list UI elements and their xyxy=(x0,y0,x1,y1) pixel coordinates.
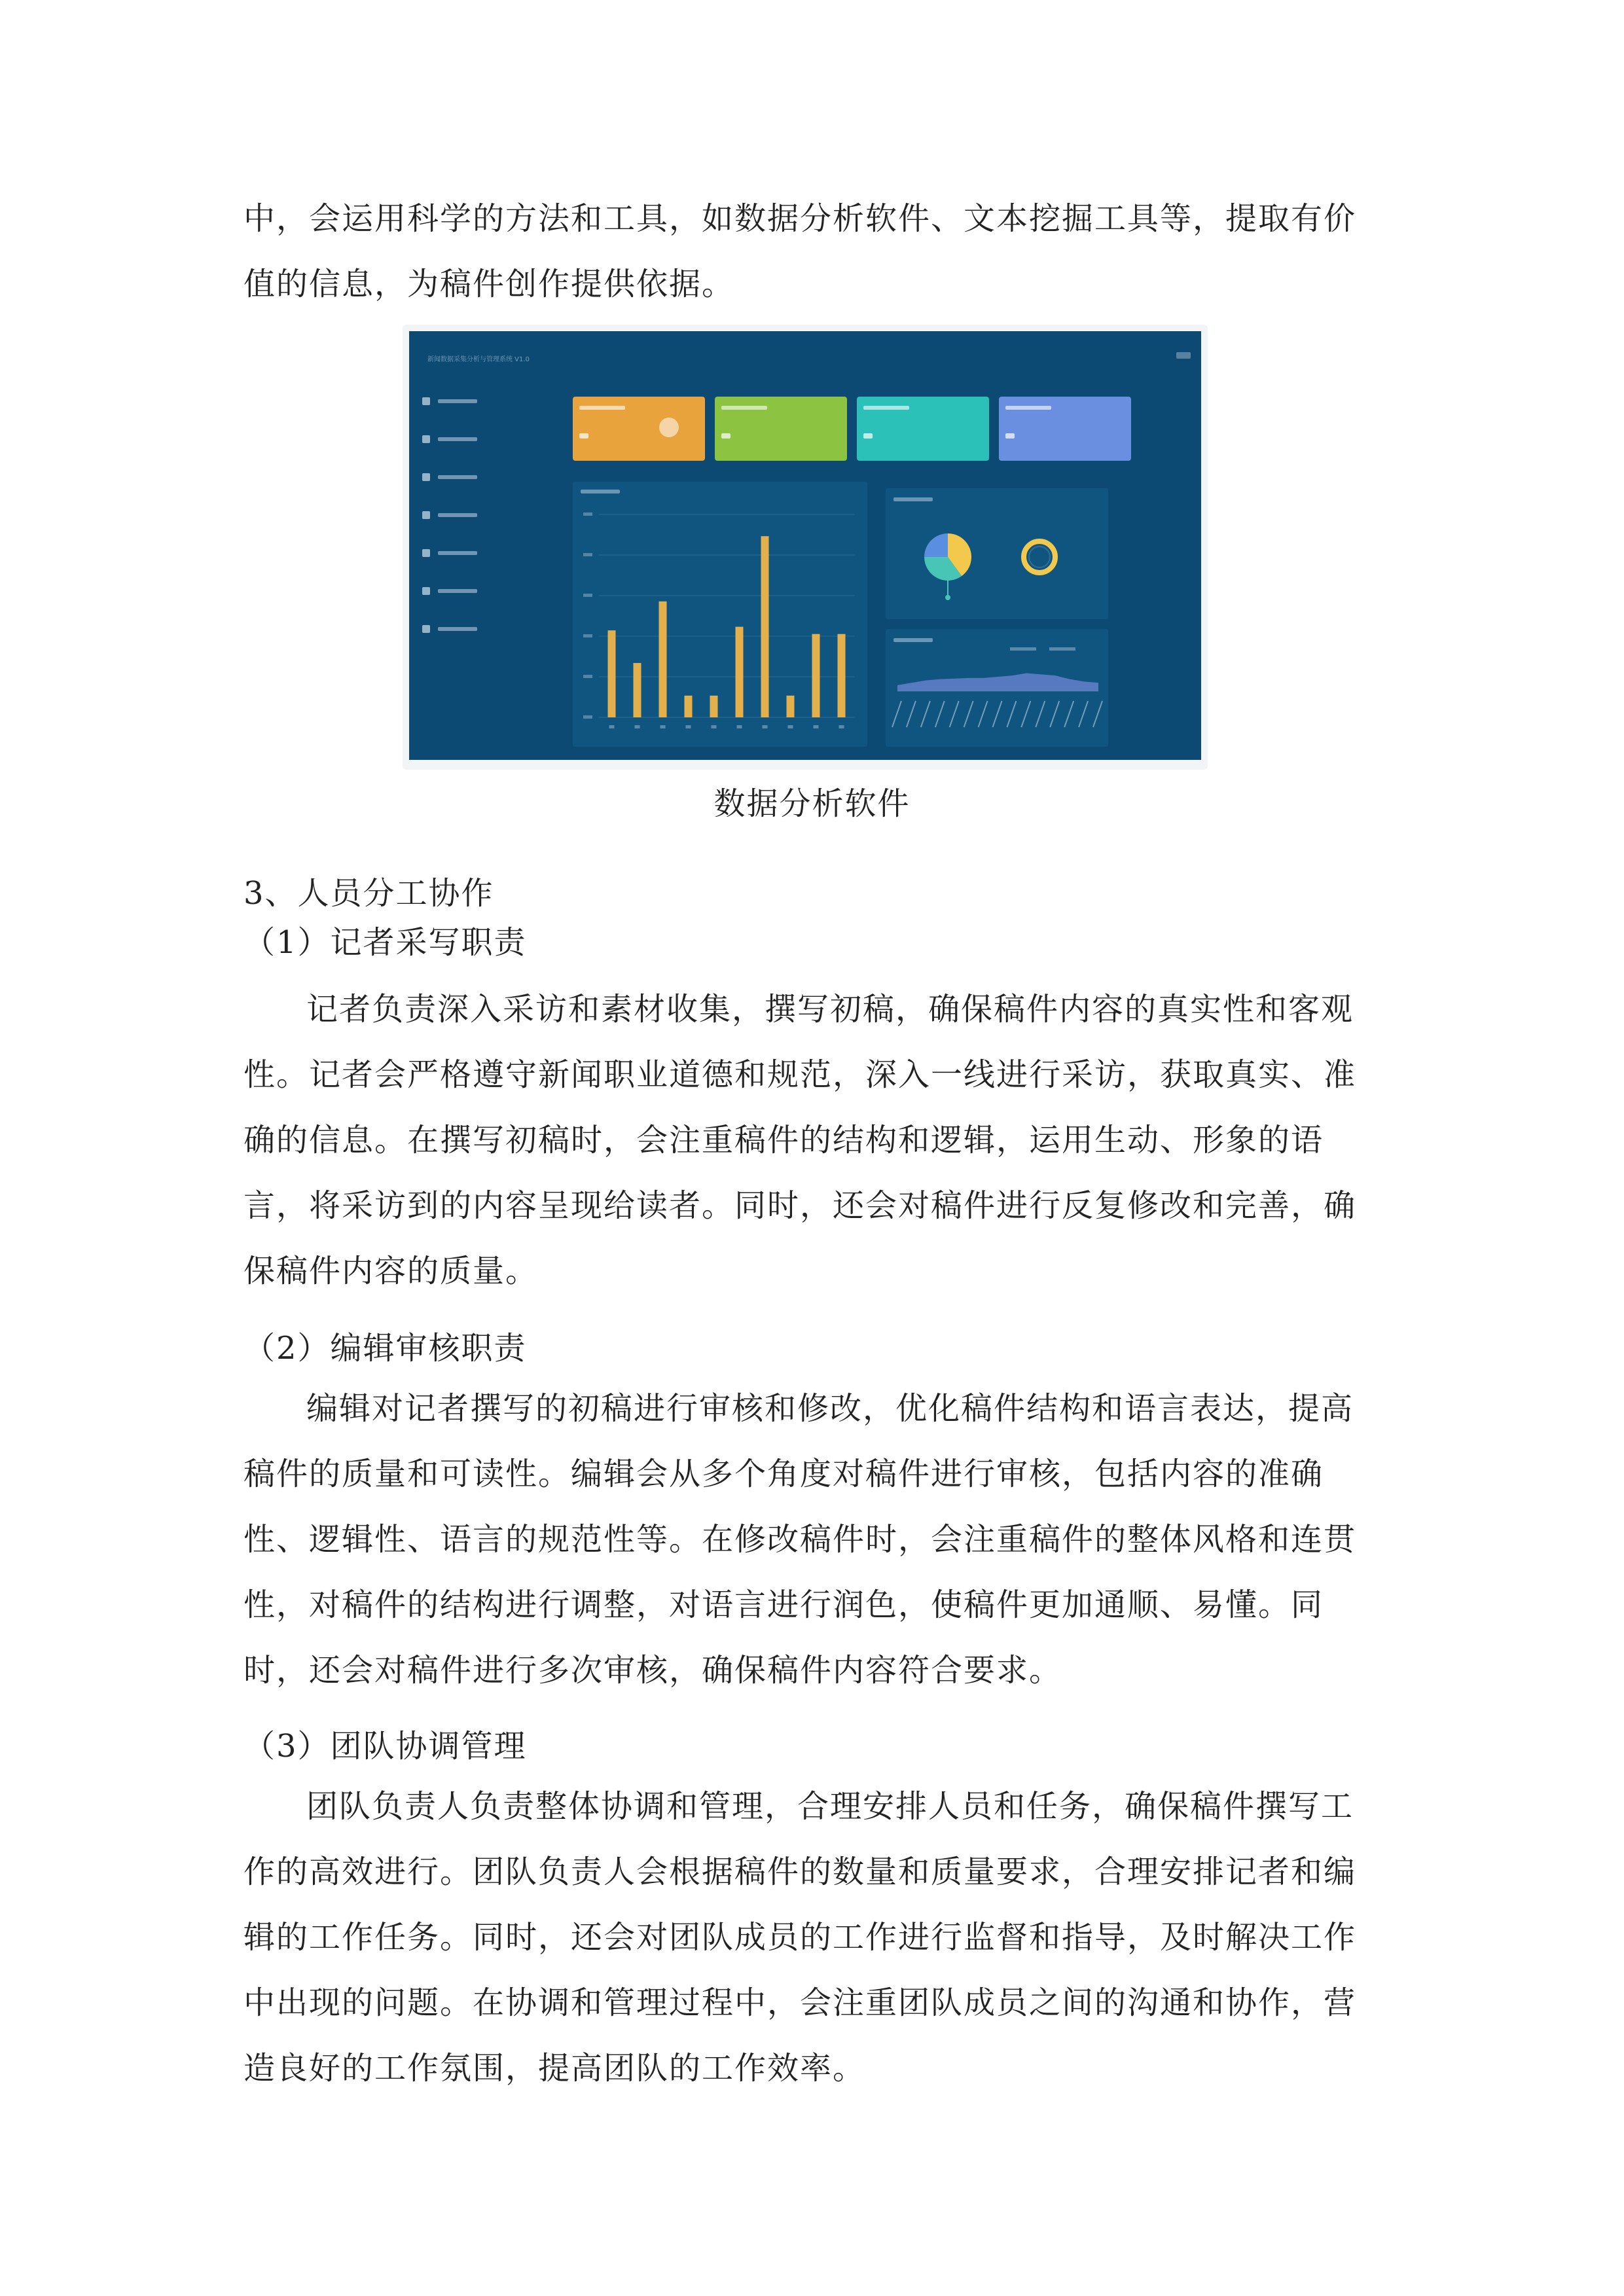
area-x-tick xyxy=(907,701,916,727)
bar-mark xyxy=(838,634,846,717)
area-series xyxy=(897,673,1098,692)
intro-paragraph xyxy=(244,186,1384,317)
sidebar-item[interactable] xyxy=(422,548,477,558)
bar-x-tick xyxy=(660,725,666,728)
paragraph-line: 辑的工作任务。同时，还会对团队成员的工作进行监督和指导，及时解决工作 xyxy=(244,1919,1357,1956)
bar-y-tick xyxy=(583,715,592,719)
paragraph-line: 性。记者会严格遵守新闻职业道德和规范，深入一线进行采访，获取真实、准 xyxy=(244,1056,1357,1093)
stat-card-icon xyxy=(659,418,679,437)
paragraph-reporter xyxy=(244,977,1384,1304)
bar-mark xyxy=(685,696,693,717)
paragraph-line: 保稿件内容的质量。 xyxy=(244,1253,539,1289)
bar-mark xyxy=(787,696,795,717)
stat-card[interactable] xyxy=(573,397,705,461)
sidebar-item-icon xyxy=(422,397,430,405)
area-x-tick xyxy=(1007,701,1016,727)
sidebar-item[interactable] xyxy=(422,397,477,406)
stat-card-label xyxy=(579,406,625,410)
intro-line: 值的信息，为稿件创作提供依据。 xyxy=(244,266,735,302)
paragraph-line: 性，对稿件的结构进行调整，对语言进行润色，使稿件更加通顺、易懂。同 xyxy=(244,1587,1324,1623)
paragraph-line: 团队负责人负责整体协调和管理，合理安排人员和任务，确保稿件撰写工 xyxy=(306,1788,1354,1825)
area-x-tick xyxy=(964,701,973,727)
stat-card-label xyxy=(863,406,909,410)
stat-card[interactable] xyxy=(857,397,989,461)
sidebar-item-label xyxy=(438,551,477,555)
bar-x-tick xyxy=(788,725,793,728)
bar-x-tick xyxy=(609,725,615,728)
paragraph-line: 作的高效进行。团队负责人会根据稿件的数量和质量要求，合理安排记者和编 xyxy=(244,1854,1357,1890)
paragraph-line: 记者负责深入采访和素材收集，撰写初稿，确保稿件内容的真实性和客观 xyxy=(306,991,1354,1028)
intro-line: 中，会运用科学的方法和工具，如数据分析软件、文本挖掘工具等，提取有价 xyxy=(244,200,1357,237)
area-x-tick xyxy=(979,701,988,727)
area-x-tick xyxy=(1093,701,1102,727)
stat-card-value xyxy=(579,433,588,439)
pie-chart-panel xyxy=(886,488,1108,619)
pie-chart xyxy=(886,488,1108,619)
sidebar-item-label xyxy=(438,437,477,441)
stat-card[interactable] xyxy=(715,397,847,461)
area-x-tick xyxy=(993,701,1002,727)
bar-y-tick xyxy=(583,594,592,597)
bar-chart xyxy=(573,482,867,747)
paragraph-team xyxy=(244,1774,1384,2101)
paragraph-line: 时，还会对稿件进行多次审核，确保稿件内容符合要求。 xyxy=(244,1652,1062,1689)
bar-x-tick xyxy=(712,725,717,728)
bar-y-tick xyxy=(583,553,592,556)
stat-card-label xyxy=(1005,406,1051,410)
area-x-tick xyxy=(1079,701,1088,727)
sidebar-item-label xyxy=(438,589,477,593)
stat-card-label xyxy=(721,406,767,410)
paragraph-editor xyxy=(244,1376,1384,1703)
bar-y-tick xyxy=(583,512,592,516)
sidebar-item[interactable] xyxy=(422,511,477,520)
stat-card-value xyxy=(863,433,873,439)
bar-mark xyxy=(761,536,769,717)
sidebar-item[interactable] xyxy=(422,624,477,634)
dashboard-window xyxy=(409,331,1201,760)
subsection-heading: （3）团队协调管理 xyxy=(244,1728,527,1765)
sidebar-item-label xyxy=(438,627,477,631)
paragraph-line: 造良好的工作氛围，提高团队的工作效率。 xyxy=(244,2050,866,2087)
bar-x-tick xyxy=(763,725,768,728)
bar-mark xyxy=(659,601,667,717)
paragraph-line: 编辑对记者撰写的初稿进行审核和修改，优化稿件结构和语言表达，提高 xyxy=(306,1390,1354,1427)
bar-x-tick xyxy=(814,725,819,728)
paragraph-line: 确的信息。在撰写初稿时，会注重稿件的结构和逻辑，运用生动、形象的语 xyxy=(244,1122,1324,1158)
figure-caption: 数据分析软件 xyxy=(713,785,911,822)
subsection-heading: （1）记者采写职责 xyxy=(244,924,527,961)
paragraph-line: 稿件的质量和可读性。编辑会从多个角度对稿件进行审核，包括内容的准确 xyxy=(244,1456,1324,1492)
paragraph-line: 中出现的问题。在协调和管理过程中，会注重团队成员之间的沟通和协作，营 xyxy=(244,1984,1357,2021)
area-chart xyxy=(886,629,1108,747)
paragraph-line: 性、逻辑性、语言的规范性等。在修改稿件时，会注重稿件的整体风格和连贯 xyxy=(244,1521,1357,1558)
sidebar-item-icon xyxy=(422,511,430,519)
area-x-tick xyxy=(1050,701,1059,727)
window-controls xyxy=(1176,352,1191,359)
area-chart-panel xyxy=(886,629,1108,747)
area-legend-item xyxy=(1010,647,1036,651)
paragraph-line: 言，将采访到的内容呈现给读者。同时，还会对稿件进行反复修改和完善，确 xyxy=(244,1187,1357,1224)
sidebar-item-label xyxy=(438,475,477,479)
sidebar-item-label xyxy=(438,513,477,517)
area-x-tick xyxy=(950,701,959,727)
area-x-tick xyxy=(1021,701,1030,727)
bar-mark xyxy=(634,663,641,717)
area-x-tick xyxy=(935,701,945,727)
sidebar-item-icon xyxy=(422,473,430,481)
area-x-tick xyxy=(1064,701,1074,727)
bar-y-tick xyxy=(583,675,592,678)
bar-y-tick xyxy=(583,634,592,637)
bar-x-tick xyxy=(839,725,844,728)
area-x-tick xyxy=(1036,701,1045,727)
bar-x-tick xyxy=(686,725,691,728)
stat-card-value xyxy=(1005,433,1015,439)
app-title: 新闻数据采集分析与管理系统 V1.0 xyxy=(427,356,530,363)
sidebar-item-icon xyxy=(422,435,430,443)
area-x-tick xyxy=(892,701,901,727)
sidebar-item[interactable] xyxy=(422,435,477,444)
subsection-heading: （2）编辑审核职责 xyxy=(244,1330,527,1367)
area-x-tick xyxy=(921,701,930,727)
pie-leader-dot xyxy=(945,595,950,600)
bar-mark xyxy=(812,634,820,717)
stat-card-value xyxy=(721,433,731,439)
sidebar-item-label xyxy=(438,399,477,403)
bar-chart-panel xyxy=(573,482,867,747)
sidebar-item-icon xyxy=(422,587,430,595)
pie-slice xyxy=(924,533,948,557)
sidebar-item-icon xyxy=(422,549,430,557)
donut-inner xyxy=(1029,547,1050,567)
bar-x-tick xyxy=(635,725,640,728)
bar-mark xyxy=(710,696,718,717)
bar-x-tick xyxy=(737,725,742,728)
software-screenshot xyxy=(403,325,1208,770)
stat-card[interactable] xyxy=(999,397,1131,461)
sidebar-item[interactable] xyxy=(422,473,477,482)
sidebar-item-icon xyxy=(422,625,430,633)
sidebar-item[interactable] xyxy=(422,586,477,596)
section-heading: 3、人员分工协作 xyxy=(244,875,494,912)
bar-mark xyxy=(736,627,744,717)
bar-mark xyxy=(608,630,616,717)
area-legend-item xyxy=(1049,647,1075,651)
